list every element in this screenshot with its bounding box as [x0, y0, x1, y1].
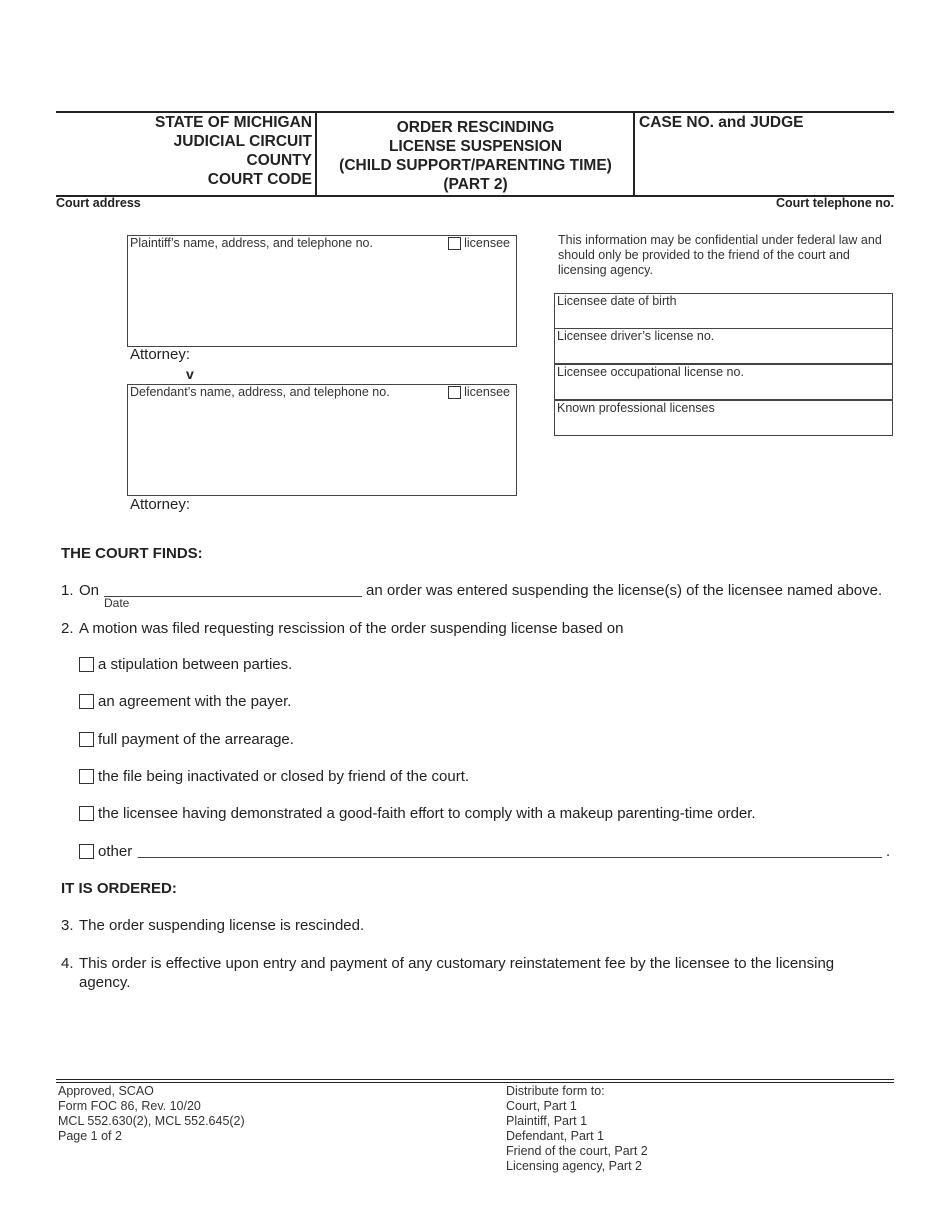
- footer-distribution: [506, 1084, 648, 1174]
- court-telephone-label: Court telephone no.: [775, 196, 894, 210]
- option-other: [79, 843, 132, 860]
- footer-mcl: MCL 552.630(2), MCL 552.645(2): [58, 1114, 245, 1128]
- footer-rule-top: [56, 1079, 894, 1080]
- stipulation-label: a stipulation between parties.: [98, 656, 293, 673]
- option-full-payment: [79, 731, 294, 748]
- occupational-license-label: Licensee occupational license no.: [557, 365, 744, 379]
- county-line: COUNTY: [246, 152, 312, 169]
- full-payment-label: full payment of the arrearage.: [98, 731, 294, 748]
- defendant-licensee-option: [448, 385, 510, 399]
- option-stipulation: [79, 656, 292, 673]
- footer-approved: Approved, SCAO: [58, 1084, 154, 1098]
- full-payment-checkbox[interactable]: [79, 732, 94, 747]
- item-3-text: The order suspending license is rescinded.: [79, 917, 365, 934]
- header-divider-right: [633, 112, 635, 196]
- title-line-2: LICENSE SUSPENSION: [388, 138, 563, 155]
- header-divider-left: [315, 112, 317, 196]
- defendant-attorney-label: Attorney:: [130, 496, 191, 513]
- item-1-number: 1.: [61, 582, 74, 599]
- confidential-note: This information may be confidential under federal law and should only be provided to the friend of the court and licensing agency.: [558, 233, 882, 277]
- footer-form-info: [58, 1084, 245, 1144]
- item-2-text: A motion was filed requesting rescission of the order suspending license based on: [79, 620, 624, 637]
- case-no-label: CASE NO. and JUDGE: [639, 114, 804, 131]
- title-line-3: (CHILD SUPPORT/PARENTING TIME): [339, 157, 612, 174]
- defendant-box[interactable]: [127, 384, 517, 496]
- plaintiff-licensee-option: [448, 236, 510, 250]
- plaintiff-licensee-label: licensee: [464, 236, 510, 250]
- item-4-number: 4.: [61, 955, 74, 972]
- good-faith-checkbox[interactable]: [79, 806, 94, 821]
- file-inactivated-checkbox[interactable]: [79, 769, 94, 784]
- option-file-inactivated: [79, 768, 469, 785]
- distribute-licensing: Licensing agency, Part 2: [506, 1159, 642, 1173]
- defendant-label: Defendant’s name, address, and telephone no.: [130, 385, 390, 399]
- other-checkbox[interactable]: [79, 844, 94, 859]
- other-label: other: [98, 843, 133, 860]
- distribute-court: Court, Part 1: [506, 1099, 577, 1113]
- licensee-dob-field[interactable]: [554, 293, 893, 329]
- agreement-checkbox[interactable]: [79, 694, 94, 709]
- professional-licenses-label: Known professional licenses: [557, 401, 715, 415]
- plaintiff-label: Plaintiff’s name, address, and telephone no.: [130, 236, 373, 250]
- it-is-ordered-heading: IT IS ORDERED:: [61, 880, 177, 897]
- item-1-prefix: On: [79, 582, 100, 599]
- distribute-defendant: Defendant, Part 1: [506, 1129, 604, 1143]
- date-label: Date: [104, 596, 130, 610]
- court-code-line: COURT CODE: [207, 171, 312, 188]
- title-line-1: ORDER RESCINDING: [396, 119, 555, 136]
- item-1-text: an order was entered suspending the license(s) of the licensee named above.: [366, 582, 883, 599]
- stipulation-checkbox[interactable]: [79, 657, 94, 672]
- versus-label: v: [186, 366, 194, 382]
- agreement-label: an agreement with the payer.: [98, 693, 292, 710]
- footer-rule-bottom: [56, 1082, 894, 1083]
- distribute-friend: Friend of the court, Part 2: [506, 1144, 648, 1158]
- date-input[interactable]: [104, 596, 362, 597]
- header-bottom-rule: [56, 195, 894, 197]
- occupational-license-field[interactable]: [554, 364, 893, 400]
- state-line: STATE OF MICHIGAN: [155, 114, 312, 131]
- item-2-number: 2.: [61, 620, 74, 637]
- court-identification: [56, 113, 312, 189]
- form-title: [318, 118, 633, 194]
- court-address-label: Court address: [56, 196, 141, 210]
- defendant-licensee-label: licensee: [464, 385, 510, 399]
- item-4-line-1: This order is effective upon entry and payment of any customary reinstatement fee by the licensee to the licensing: [79, 955, 835, 972]
- plaintiff-box[interactable]: [127, 235, 517, 347]
- professional-licenses-field[interactable]: [554, 400, 893, 436]
- other-input[interactable]: [138, 857, 882, 858]
- good-faith-label: the licensee having demonstrated a good-faith effort to comply with a makeup parenting-time order.: [98, 805, 756, 822]
- licensee-dob-label: Licensee date of birth: [557, 294, 677, 308]
- footer-page: Page 1 of 2: [58, 1129, 122, 1143]
- option-good-faith: [79, 805, 756, 822]
- file-inactivated-label: the file being inactivated or closed by friend of the court.: [98, 768, 470, 785]
- court-finds-heading: THE COURT FINDS:: [61, 545, 203, 562]
- option-agreement: [79, 693, 291, 710]
- circuit-line: JUDICIAL CIRCUIT: [173, 133, 312, 150]
- footer-form-number: Form FOC 86, Rev. 10/20: [58, 1099, 201, 1113]
- driver-license-label: Licensee driver’s license no.: [557, 329, 715, 343]
- item-3-number: 3.: [61, 917, 74, 934]
- defendant-licensee-checkbox[interactable]: [448, 386, 461, 399]
- other-period: .: [886, 843, 891, 860]
- item-4-line-2: agency.: [79, 974, 131, 991]
- title-line-4: (PART 2): [443, 176, 508, 193]
- plaintiff-licensee-checkbox[interactable]: [448, 237, 461, 250]
- distribute-plaintiff: Plaintiff, Part 1: [506, 1114, 588, 1128]
- plaintiff-attorney-label: Attorney:: [130, 346, 191, 363]
- driver-license-field[interactable]: [554, 328, 893, 364]
- distribute-heading: Distribute form to:: [506, 1084, 605, 1098]
